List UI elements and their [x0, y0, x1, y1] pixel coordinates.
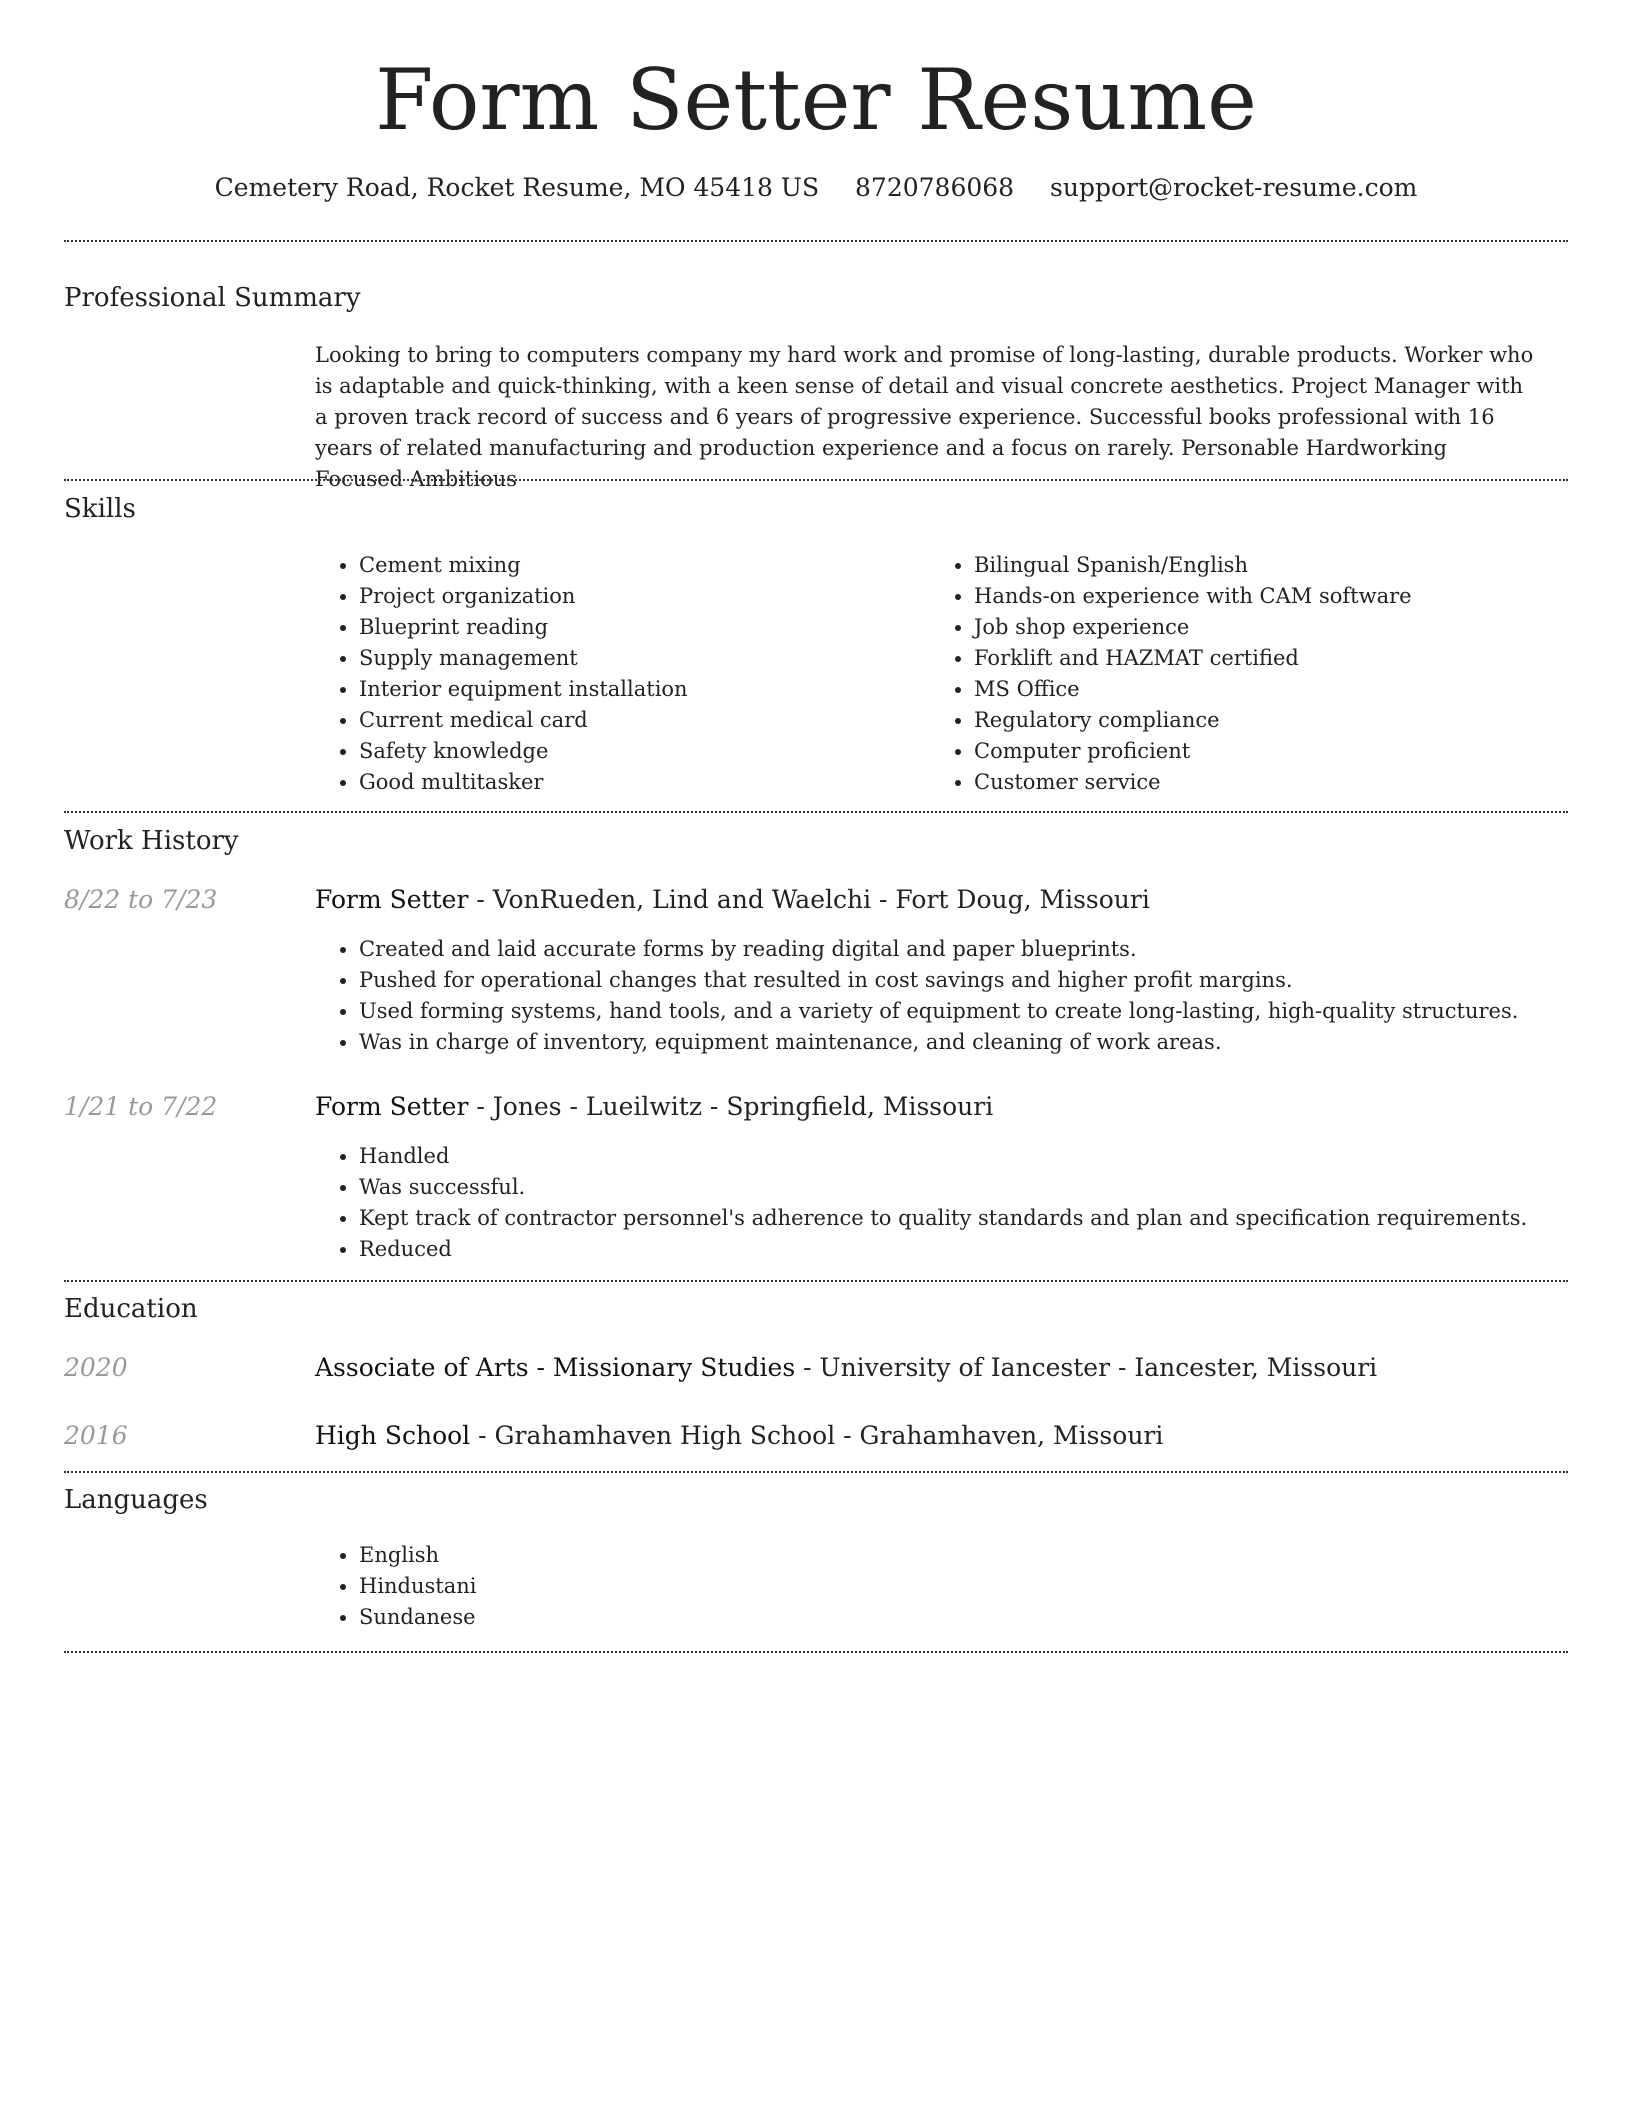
language-item: • English	[359, 1540, 477, 1571]
job-bullet: • Pushed for operational changes that resulted in cost savings and higher profit margins.	[359, 965, 1518, 996]
job-dates: 8/22 to 7/23	[64, 885, 218, 914]
section-title-education: Education	[64, 1294, 198, 1324]
skill-item: • Interior equipment installation	[359, 674, 688, 705]
address: Cemetery Road, Rocket Resume, MO 45418 US	[214, 173, 820, 202]
skill-item: • Good multitasker	[359, 767, 688, 798]
job-bullet: • Created and laid accurate forms by reading digital and paper blueprints.	[359, 934, 1518, 965]
job-bullets	[315, 1141, 1527, 1265]
job-employer: - VonRueden, Lind and Waelchi - Fort Doug, Missouri	[468, 885, 1150, 914]
section-title-summary: Professional Summary	[64, 283, 361, 313]
languages-list	[315, 1540, 477, 1633]
skills-list-right	[930, 550, 1412, 798]
skill-item: • Computer proficient	[974, 736, 1412, 767]
job-dates: 1/21 to 7/22	[64, 1092, 218, 1121]
education-degree: Associate of Arts - Missionary Studies	[315, 1353, 796, 1382]
divider	[64, 479, 1568, 481]
education-entry	[315, 1418, 1163, 1454]
divider	[64, 1280, 1568, 1282]
contact-line	[0, 170, 1632, 206]
summary-text: Looking to bring to computers company my hard work and promise of long-lasting, durable products. Worker who is adaptable and quick-thinking, with a keen sense of detail and visual concrete aesthetics. Project Manager with a proven track record of success and 6 years of progressive experience. Successful books professional with 16 years of related manufacturing and production experience and a focus on rarely. Personable Hardworking Focused Ambitious	[315, 343, 1534, 491]
language-item: • Sundanese	[359, 1602, 477, 1633]
skill-item: • Current medical card	[359, 705, 688, 736]
skill-item: • Regulatory compliance	[974, 705, 1412, 736]
section-title-work: Work History	[64, 826, 239, 856]
job-heading	[315, 1089, 993, 1125]
job-bullet: • Was in charge of inventory, equipment maintenance, and cleaning of work areas.	[359, 1027, 1518, 1058]
skill-item: • Bilingual Spanish/English	[974, 550, 1412, 581]
resume-title: Form Setter Resume	[375, 51, 1257, 149]
section-title-skills: Skills	[64, 494, 136, 524]
education-school: - University of Iancester - Iancester, Missouri	[795, 1353, 1378, 1382]
divider	[64, 811, 1568, 813]
skills-list-left	[315, 550, 688, 798]
divider	[64, 240, 1568, 242]
skill-item: • Hands-on experience with CAM software	[974, 581, 1412, 612]
skill-item: • Supply management	[359, 643, 688, 674]
skill-item: • MS Office	[974, 674, 1412, 705]
phone: 8720786068	[855, 173, 1015, 202]
skill-item: • Cement mixing	[359, 550, 688, 581]
job-bullet: • Used forming systems, hand tools, and a variety of equipment to create long-lasting, high-quality structures.	[359, 996, 1518, 1027]
education-school: - Grahamhaven High School - Grahamhaven, Missouri	[470, 1421, 1164, 1450]
divider	[64, 1471, 1568, 1473]
language-item: • Hindustani	[359, 1571, 477, 1602]
job-bullet: • Handled	[359, 1141, 1527, 1172]
job-bullet: • Was successful.	[359, 1172, 1527, 1203]
job-heading	[315, 882, 1150, 918]
skill-item: • Job shop experience	[974, 612, 1412, 643]
email[interactable]: support@rocket-resume.com	[1050, 173, 1418, 202]
education-year: 2016	[64, 1421, 128, 1450]
divider	[64, 1651, 1568, 1653]
skill-item: • Forklift and HAZMAT certified	[974, 643, 1412, 674]
skill-item: • Customer service	[974, 767, 1412, 798]
job-role: Form Setter	[315, 1092, 469, 1121]
skill-item: • Project organization	[359, 581, 688, 612]
education-year: 2020	[64, 1353, 128, 1382]
section-title-languages: Languages	[64, 1485, 208, 1515]
job-role: Form Setter	[315, 885, 469, 914]
job-bullets	[315, 934, 1518, 1058]
job-employer: - Jones - Lueilwitz - Springfield, Missouri	[468, 1092, 994, 1121]
job-bullet: • Reduced	[359, 1234, 1527, 1265]
education-degree: High School	[315, 1421, 471, 1450]
skill-item: • Blueprint reading	[359, 612, 688, 643]
job-bullet: • Kept track of contractor personnel's adherence to quality standards and plan and specification requirements.	[359, 1203, 1527, 1234]
skill-item: • Safety knowledge	[359, 736, 688, 767]
education-entry	[315, 1350, 1377, 1386]
